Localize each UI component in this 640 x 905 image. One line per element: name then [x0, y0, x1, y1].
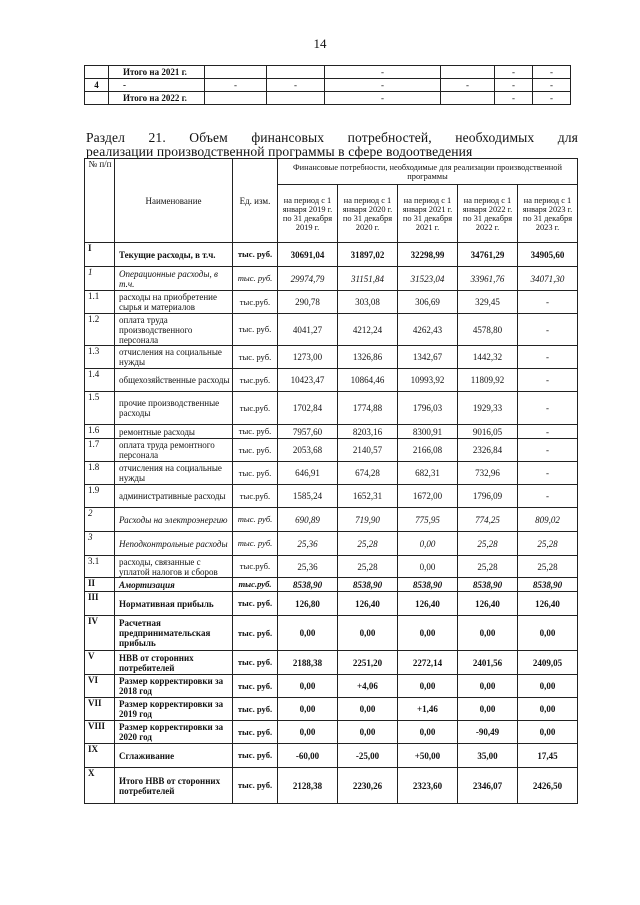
- previous-table-cell-c2: -: [267, 79, 325, 92]
- row-name: административные расходы: [115, 485, 233, 508]
- row-value-2022: 126,40: [458, 592, 518, 616]
- header-period-2: на период с 1 января 2020 г. по 31 декабря 2020 г.: [338, 185, 398, 243]
- row-value-2020: +4,06: [338, 675, 398, 698]
- row-index: I: [85, 243, 115, 267]
- row-index: 1.8: [85, 462, 115, 485]
- row-value-2021: 306,69: [398, 291, 458, 314]
- row-value-2020: 25,28: [338, 532, 398, 556]
- row-name: Амортизация: [115, 578, 233, 592]
- row-name: Операционные расходы, в т.ч.: [115, 267, 233, 291]
- header-period-5: на период с 1 января 2023 г. по 31 декабря 2023 г.: [518, 185, 578, 243]
- row-name: НВВ от сторонних потребителей: [115, 651, 233, 675]
- previous-table-row: [85, 66, 571, 79]
- row-value-2023: 2409,05: [518, 651, 578, 675]
- row-value-2019: 126,80: [278, 592, 338, 616]
- row-index: X: [85, 768, 115, 804]
- row-index: 1: [85, 267, 115, 291]
- row-unit: тыс. руб.: [233, 314, 278, 346]
- previous-table-cell-c4: [441, 92, 495, 105]
- row-unit: тыс.руб.: [233, 485, 278, 508]
- row-value-2020: 8203,16: [338, 425, 398, 439]
- row-value-2023: 809,02: [518, 508, 578, 532]
- table-row: [85, 439, 578, 462]
- row-value-2021: 4262,43: [398, 314, 458, 346]
- previous-table-cell-c1: -: [205, 79, 267, 92]
- header-period-4: на период с 1 января 2022 г. по 31 декабря 2022 г.: [458, 185, 518, 243]
- row-unit: тыс. руб.: [233, 462, 278, 485]
- row-value-2021: 0,00: [398, 675, 458, 698]
- row-unit: тыс.руб.: [233, 369, 278, 392]
- row-value-2023: -: [518, 369, 578, 392]
- table-row: [85, 485, 578, 508]
- row-value-2019: 1585,24: [278, 485, 338, 508]
- row-value-2020: 0,00: [338, 616, 398, 651]
- row-value-2019: 0,00: [278, 721, 338, 744]
- table-row: [85, 592, 578, 616]
- previous-table-cell-c2: [267, 92, 325, 105]
- previous-table-cell-c3: -: [325, 92, 441, 105]
- row-value-2021: 682,31: [398, 462, 458, 485]
- row-name: Итого НВВ от сторонних потребителей: [115, 768, 233, 804]
- row-index: VI: [85, 675, 115, 698]
- previous-table-cell-c5: -: [495, 92, 533, 105]
- row-value-2023: 126,40: [518, 592, 578, 616]
- row-value-2023: -: [518, 462, 578, 485]
- header-number: № п/п: [85, 159, 115, 243]
- row-index: 3: [85, 532, 115, 556]
- row-unit: тыс. руб.: [233, 744, 278, 768]
- row-value-2019: -60,00: [278, 744, 338, 768]
- header-name: Наименование: [115, 159, 233, 243]
- row-value-2021: 1796,03: [398, 392, 458, 425]
- table-row: [85, 651, 578, 675]
- previous-table-cell-c4: [441, 66, 495, 79]
- row-name: прочие производственные расходы: [115, 392, 233, 425]
- header-period-3: на период с 1 января 2021 г. по 31 декабря 2021 г.: [398, 185, 458, 243]
- section-heading-line1: Раздел 21. Объем финансовых потребностей, необходимых для: [86, 130, 578, 145]
- row-name: Размер корректировки за 2020 год: [115, 721, 233, 744]
- row-value-2023: -: [518, 425, 578, 439]
- previous-table-cell-c6: -: [533, 66, 571, 79]
- table-row: [85, 462, 578, 485]
- row-value-2023: 0,00: [518, 675, 578, 698]
- previous-table-cell-num: [85, 92, 109, 105]
- row-unit: тыс. руб.: [233, 243, 278, 267]
- table-row: [85, 346, 578, 369]
- row-value-2020: 10864,46: [338, 369, 398, 392]
- row-index: VII: [85, 698, 115, 721]
- row-value-2020: 126,40: [338, 592, 398, 616]
- table-row: [85, 425, 578, 439]
- row-value-2021: 0,00: [398, 532, 458, 556]
- row-index: 1.9: [85, 485, 115, 508]
- row-value-2022: 1796,09: [458, 485, 518, 508]
- row-value-2022: 8538,90: [458, 578, 518, 592]
- row-value-2023: 25,28: [518, 556, 578, 578]
- row-value-2023: 34071,30: [518, 267, 578, 291]
- row-value-2022: 33961,76: [458, 267, 518, 291]
- row-value-2022: 774,25: [458, 508, 518, 532]
- row-value-2019: 0,00: [278, 675, 338, 698]
- table-row: [85, 314, 578, 346]
- table-row: [85, 698, 578, 721]
- row-value-2023: 0,00: [518, 721, 578, 744]
- table-row: [85, 578, 578, 592]
- row-value-2023: 34905,60: [518, 243, 578, 267]
- row-value-2023: 25,28: [518, 532, 578, 556]
- row-unit: тыс. руб.: [233, 698, 278, 721]
- row-value-2020: 25,28: [338, 556, 398, 578]
- previous-table-cell-c4: -: [441, 79, 495, 92]
- row-value-2022: -90,49: [458, 721, 518, 744]
- row-unit: тыс. руб.: [233, 768, 278, 804]
- row-value-2021: 10993,92: [398, 369, 458, 392]
- header-period-1: на период с 1 января 2019 г. по 31 декабря 2019 г.: [278, 185, 338, 243]
- previous-table-cell-c3: -: [325, 79, 441, 92]
- row-index: 1.5: [85, 392, 115, 425]
- table-row: [85, 532, 578, 556]
- previous-table-cell-c6: -: [533, 79, 571, 92]
- row-value-2019: 10423,47: [278, 369, 338, 392]
- row-value-2019: 646,91: [278, 462, 338, 485]
- table-row: [85, 291, 578, 314]
- previous-table-cell-num: 4: [85, 79, 109, 92]
- row-value-2021: 31523,04: [398, 267, 458, 291]
- row-value-2020: 2251,20: [338, 651, 398, 675]
- row-value-2022: 1929,33: [458, 392, 518, 425]
- header-financial-needs: Финансовые потребности, необходимые для реализации производственной программы: [278, 159, 578, 185]
- section-heading-line2: реализации производственной программы в сфере водоотведения: [86, 144, 473, 159]
- row-name: оплата труда ремонтного персонала: [115, 439, 233, 462]
- row-value-2019: 2053,68: [278, 439, 338, 462]
- table-row: [85, 768, 578, 804]
- row-index: 1.1: [85, 291, 115, 314]
- financial-needs-table: [84, 158, 578, 804]
- row-value-2019: 29974,79: [278, 267, 338, 291]
- previous-table-cell-num: [85, 66, 109, 79]
- row-unit: тыс.руб.: [233, 291, 278, 314]
- row-value-2019: 25,36: [278, 556, 338, 578]
- row-value-2021: 0,00: [398, 556, 458, 578]
- previous-table-cell-c1: [205, 66, 267, 79]
- row-value-2019: 30691,04: [278, 243, 338, 267]
- row-value-2022: 732,96: [458, 462, 518, 485]
- header-row-group: [85, 159, 578, 185]
- row-name: Текущие расходы, в т.ч.: [115, 243, 233, 267]
- row-value-2023: -: [518, 485, 578, 508]
- row-value-2019: 7957,60: [278, 425, 338, 439]
- row-value-2019: 2128,38: [278, 768, 338, 804]
- row-unit: тыс.руб.: [233, 556, 278, 578]
- row-value-2019: 1273,00: [278, 346, 338, 369]
- table-row: [85, 556, 578, 578]
- row-unit: тыс. руб.: [233, 425, 278, 439]
- table-row: [85, 675, 578, 698]
- row-value-2021: 1342,67: [398, 346, 458, 369]
- row-index: VIII: [85, 721, 115, 744]
- section-heading: [86, 131, 578, 159]
- row-value-2020: 1326,86: [338, 346, 398, 369]
- row-value-2021: +1,46: [398, 698, 458, 721]
- row-unit: тыс. руб.: [233, 721, 278, 744]
- row-value-2019: 2188,38: [278, 651, 338, 675]
- row-value-2022: 34761,29: [458, 243, 518, 267]
- row-index: 1.7: [85, 439, 115, 462]
- row-index: II: [85, 578, 115, 592]
- row-value-2022: 35,00: [458, 744, 518, 768]
- row-index: IV: [85, 616, 115, 651]
- row-value-2020: 2230,26: [338, 768, 398, 804]
- row-value-2020: 674,28: [338, 462, 398, 485]
- row-value-2021: 1672,00: [398, 485, 458, 508]
- row-name: Неподконтрольные расходы: [115, 532, 233, 556]
- row-value-2021: 0,00: [398, 721, 458, 744]
- table-row: [85, 369, 578, 392]
- row-index: 1.6: [85, 425, 115, 439]
- row-value-2022: 0,00: [458, 698, 518, 721]
- row-name: Расходы на электроэнергию: [115, 508, 233, 532]
- row-value-2021: 2166,08: [398, 439, 458, 462]
- row-value-2022: 1442,32: [458, 346, 518, 369]
- row-name: отчисления на социальные нужды: [115, 346, 233, 369]
- row-index: 3.1: [85, 556, 115, 578]
- row-value-2021: 126,40: [398, 592, 458, 616]
- row-value-2023: -: [518, 346, 578, 369]
- row-value-2021: 2272,14: [398, 651, 458, 675]
- row-value-2023: 2426,50: [518, 768, 578, 804]
- row-name: Размер корректировки за 2019 год: [115, 698, 233, 721]
- row-value-2019: 0,00: [278, 616, 338, 651]
- row-index: 1.2: [85, 314, 115, 346]
- previous-table-cell-label: Итого на 2021 г.: [109, 66, 205, 79]
- row-value-2023: -: [518, 439, 578, 462]
- row-value-2019: 4041,27: [278, 314, 338, 346]
- row-index: 1.3: [85, 346, 115, 369]
- row-unit: тыс. руб.: [233, 675, 278, 698]
- row-value-2022: 0,00: [458, 616, 518, 651]
- row-index: 2: [85, 508, 115, 532]
- row-value-2021: 0,00: [398, 616, 458, 651]
- previous-table-cell-c5: -: [495, 66, 533, 79]
- previous-section-table: [84, 65, 571, 105]
- row-index: V: [85, 651, 115, 675]
- table-row: [85, 392, 578, 425]
- row-unit: тыс. руб.: [233, 532, 278, 556]
- row-value-2020: 31151,84: [338, 267, 398, 291]
- row-index: 1.4: [85, 369, 115, 392]
- row-unit: тыс. руб.: [233, 508, 278, 532]
- row-value-2022: 4578,80: [458, 314, 518, 346]
- row-value-2023: -: [518, 314, 578, 346]
- row-value-2020: 2140,57: [338, 439, 398, 462]
- previous-table-cell-c6: -: [533, 92, 571, 105]
- row-value-2022: 329,45: [458, 291, 518, 314]
- row-name: расходы на приобретение сырья и материалов: [115, 291, 233, 314]
- row-value-2023: 8538,90: [518, 578, 578, 592]
- row-unit: тыс. руб.: [233, 346, 278, 369]
- row-unit: тыс.руб.: [233, 578, 278, 592]
- row-value-2022: 2346,07: [458, 768, 518, 804]
- table-row: [85, 243, 578, 267]
- previous-table-cell-label: Итого на 2022 г.: [109, 92, 205, 105]
- row-unit: тыс. руб.: [233, 267, 278, 291]
- row-value-2021: 8300,91: [398, 425, 458, 439]
- row-name: Нормативная прибыль: [115, 592, 233, 616]
- row-value-2022: 25,28: [458, 532, 518, 556]
- row-unit: тыс. руб.: [233, 592, 278, 616]
- row-value-2022: 0,00: [458, 675, 518, 698]
- table-row: [85, 721, 578, 744]
- row-value-2022: 11809,92: [458, 369, 518, 392]
- row-value-2022: 9016,05: [458, 425, 518, 439]
- row-value-2021: +50,00: [398, 744, 458, 768]
- previous-table-cell-c1: [205, 92, 267, 105]
- row-value-2020: 1774,88: [338, 392, 398, 425]
- row-value-2022: 2401,56: [458, 651, 518, 675]
- row-name: общехозяйственные расходы: [115, 369, 233, 392]
- row-value-2020: 303,08: [338, 291, 398, 314]
- row-index: IX: [85, 744, 115, 768]
- previous-table-cell-c2: [267, 66, 325, 79]
- row-name: Размер корректировки за 2018 год: [115, 675, 233, 698]
- row-value-2023: -: [518, 291, 578, 314]
- previous-table-cell-c3: -: [325, 66, 441, 79]
- row-value-2021: 8538,90: [398, 578, 458, 592]
- row-value-2020: 8538,90: [338, 578, 398, 592]
- row-value-2020: 31897,02: [338, 243, 398, 267]
- row-value-2019: 690,89: [278, 508, 338, 532]
- row-unit: тыс. руб.: [233, 616, 278, 651]
- row-index: III: [85, 592, 115, 616]
- row-value-2019: 25,36: [278, 532, 338, 556]
- previous-table-cell-c5: -: [495, 79, 533, 92]
- row-unit: тыс. руб.: [233, 651, 278, 675]
- row-value-2022: 25,28: [458, 556, 518, 578]
- row-name: ремонтные расходы: [115, 425, 233, 439]
- row-value-2019: 0,00: [278, 698, 338, 721]
- table-row: [85, 508, 578, 532]
- row-value-2019: 290,78: [278, 291, 338, 314]
- table-row: [85, 267, 578, 291]
- row-value-2022: 2326,84: [458, 439, 518, 462]
- row-name: расходы, связанные с уплатой налогов и сборов: [115, 556, 233, 578]
- row-value-2021: 2323,60: [398, 768, 458, 804]
- row-value-2023: 17,45: [518, 744, 578, 768]
- header-unit: Ед. изм.: [233, 159, 278, 243]
- row-unit: тыс.руб.: [233, 392, 278, 425]
- table-row: [85, 616, 578, 651]
- row-value-2023: 0,00: [518, 616, 578, 651]
- row-value-2023: -: [518, 392, 578, 425]
- row-value-2019: 8538,90: [278, 578, 338, 592]
- previous-table-cell-label: -: [109, 79, 205, 92]
- row-name: Расчетная предпринимательская прибыль: [115, 616, 233, 651]
- row-name: Сглаживание: [115, 744, 233, 768]
- row-value-2020: 4212,24: [338, 314, 398, 346]
- row-value-2020: -25,00: [338, 744, 398, 768]
- row-value-2020: 0,00: [338, 698, 398, 721]
- row-value-2023: 0,00: [518, 698, 578, 721]
- row-value-2020: 1652,31: [338, 485, 398, 508]
- row-value-2021: 32298,99: [398, 243, 458, 267]
- row-name: оплата труда производственного персонала: [115, 314, 233, 346]
- page-number: 14: [313, 36, 327, 51]
- row-value-2020: 0,00: [338, 721, 398, 744]
- table-row: [85, 744, 578, 768]
- row-value-2020: 719,90: [338, 508, 398, 532]
- previous-table-row: [85, 92, 571, 105]
- row-name: отчисления на социальные нужды: [115, 462, 233, 485]
- row-value-2019: 1702,84: [278, 392, 338, 425]
- row-unit: тыс. руб.: [233, 439, 278, 462]
- row-value-2021: 775,95: [398, 508, 458, 532]
- previous-table-row: [85, 79, 571, 92]
